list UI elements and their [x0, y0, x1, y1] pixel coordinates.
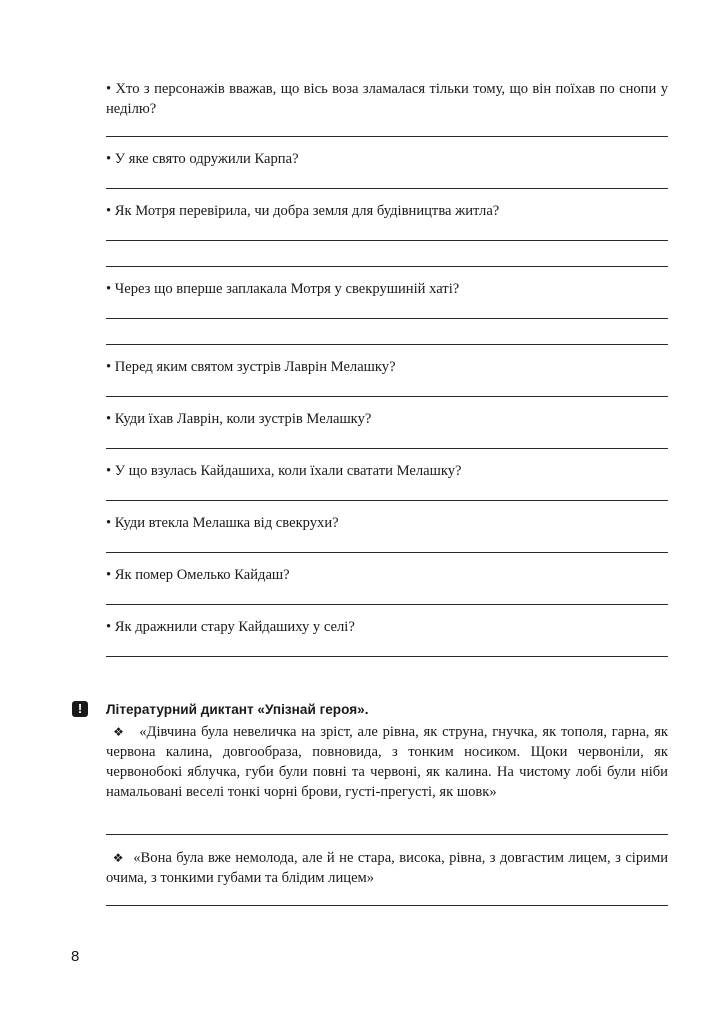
question-7: • У що взулась Кайдашиха, коли їхали сватати Мелашку?	[106, 463, 462, 479]
quote-1	[106, 722, 668, 802]
quote-2-text: «Вона була вже немолода, але й не стара, висока, рівна, з довгастим лицем, з сірими очима, з тонкими губами та блідим лицем»	[106, 850, 669, 886]
answer-line[interactable]	[106, 905, 668, 906]
quote-2	[106, 848, 668, 888]
section-title: Літературний диктант «Упізнай героя».	[106, 702, 369, 717]
diamond-bullet-icon: ❖	[112, 725, 125, 739]
answer-line[interactable]	[106, 344, 668, 345]
question-8: • Куди втекла Мелашка від свекрухи?	[106, 515, 339, 531]
question-9: • Як помер Омелько Кайдаш?	[106, 567, 290, 583]
page-number: 8	[71, 948, 80, 965]
answer-line[interactable]	[106, 396, 668, 397]
question-10: • Як дражнили стару Кайдашиху у селі?	[106, 619, 355, 635]
question-6: • Куди їхав Лаврін, коли зустрів Мелашку?	[106, 411, 372, 427]
answer-line[interactable]	[106, 188, 668, 189]
question-2: • У яке свято одружили Карпа?	[106, 151, 299, 167]
answer-line[interactable]	[106, 136, 668, 137]
answer-line[interactable]	[106, 552, 668, 553]
question-5: • Перед яким святом зустрів Лаврін Мелашку?	[106, 359, 396, 375]
diamond-bullet-icon: ❖	[112, 851, 125, 865]
answer-line[interactable]	[106, 266, 668, 267]
question-4: • Через що вперше заплакала Мотря у свекрушиній хаті?	[106, 281, 460, 297]
quote-1-text: «Дівчина була невеличка на зріст, але рівна, як струна, гнучка, як тополя, гарна, як червона калина, довгообраза, повновида, з тонким носиком. Щоки червоніли, як червонобокі яблучка, губи були повні та червоні, як калина. На чистому лобі були ніби намальовані веселі тонкі чорні брови, густі-прегусті, як шовк»	[106, 724, 669, 800]
answer-line[interactable]	[106, 448, 668, 449]
answer-line[interactable]	[106, 604, 668, 605]
answer-line[interactable]	[106, 240, 668, 241]
answer-line[interactable]	[106, 318, 668, 319]
answer-line[interactable]	[106, 500, 668, 501]
question-1: • Хто з персонажів вважав, що вісь воза зламалася тільки тому, що він поїхав по снопи у неділю?	[106, 81, 668, 117]
exclamation-icon: !	[72, 701, 88, 717]
answer-line[interactable]	[106, 656, 668, 657]
answer-line[interactable]	[106, 834, 668, 835]
question-3: • Як Мотря перевірила, чи добра земля для будівництва житла?	[106, 203, 500, 219]
